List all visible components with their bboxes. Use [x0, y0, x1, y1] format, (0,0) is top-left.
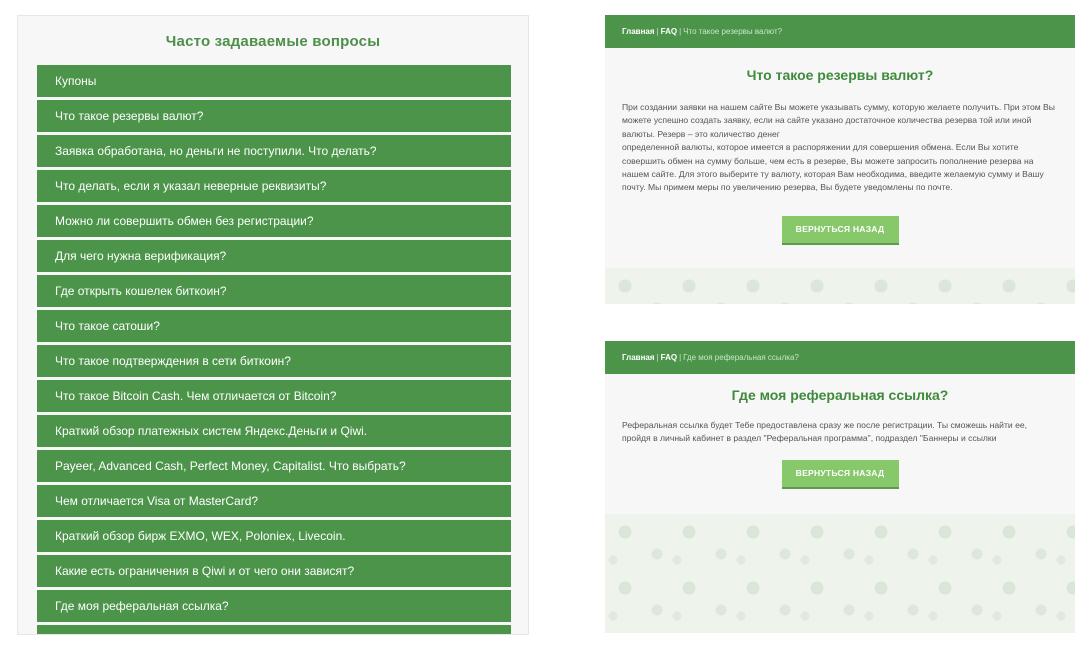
breadcrumb-separator: | [656, 353, 659, 362]
faq-item-visa-mastercard[interactable]: Чем отличается Visa от MasterCard? [37, 485, 511, 517]
faq-item-coupons[interactable]: Купоны [37, 65, 511, 97]
breadcrumb-separator: | [679, 27, 682, 36]
faq-list [37, 65, 511, 635]
answer-text [605, 419, 1075, 446]
breadcrumb-current: Где моя реферальная ссылка? [683, 353, 799, 362]
faq-item-qiwi-limits[interactable]: Какие есть ограничения в Qiwi и от чего они зависят? [37, 555, 511, 587]
faq-item-payment-systems[interactable]: Payeer, Advanced Cash, Perfect Money, Capitalist. Что выбрать? [37, 450, 511, 482]
background-pattern [605, 268, 1075, 304]
faq-item-exchanges-overview[interactable]: Краткий обзор бирж EXMO, WEX, Poloniex, Livecoin. [37, 520, 511, 552]
breadcrumb-home-link[interactable]: Главная [622, 353, 655, 362]
answer-title: Что такое резервы валют? [746, 67, 934, 83]
answer-card-reserves [605, 15, 1075, 304]
breadcrumb-current: Что такое резервы валют? [683, 27, 783, 36]
breadcrumb [605, 15, 1075, 48]
faq-item-partial[interactable] [37, 625, 511, 635]
breadcrumb [605, 341, 1075, 374]
faq-item-verification[interactable]: Для чего нужна верификация? [37, 240, 511, 272]
answer-card-referral [605, 341, 1075, 633]
faq-item-referral-link[interactable]: Где моя реферальная ссылка? [37, 590, 511, 622]
faq-title: Часто задаваемые вопросы [165, 33, 381, 50]
back-button[interactable]: ВЕРНУТЬСЯ НАЗАД [782, 460, 899, 489]
answer-title: Где моя реферальная ссылка? [731, 387, 949, 403]
faq-item-bitcoin-confirmations[interactable]: Что такое подтверждения в сети биткоин? [37, 345, 511, 377]
breadcrumb-faq-link[interactable]: FAQ [660, 353, 678, 362]
breadcrumb-separator: | [679, 353, 682, 362]
faq-item-yandex-qiwi[interactable]: Краткий обзор платежных систем Яндекс.Деньги и Qiwi. [37, 415, 511, 447]
answer-paragraph: определенной валюты, которое имеется в распоряжении для совершения обмена. Если Вы хотите совершить обмен на сумму больше, чем есть в резерве, Вы можете запросить пополнение резерва на нашем сайте. Для этого выберите ту валюту, которая Вам необходима, введите желаемую сумму и Вашу почту. Мы примем меры по увеличению резерва, Вы будете уведомлены по почте. [622, 142, 1044, 193]
answer-text [605, 101, 1075, 195]
breadcrumb-faq-link[interactable]: FAQ [660, 27, 678, 36]
faq-item-bitcoin-wallet[interactable]: Где открыть кошелек биткоин? [37, 275, 511, 307]
faq-item-currency-reserves[interactable]: Что такое резервы валют? [37, 100, 511, 132]
faq-item-satoshi[interactable]: Что такое сатоши? [37, 310, 511, 342]
faq-item-exchange-without-registration[interactable]: Можно ли совершить обмен без регистрации? [37, 205, 511, 237]
answer-paragraph: Реферальная ссылка будет Тебе предоставлена сразу же после регистрации. Ты сможешь найти ее, пройдя в личный кабинет в раздел "Реферальная программа", подраздел "Баннеры и ссылки [622, 420, 1028, 444]
faq-panel [17, 15, 529, 635]
faq-item-money-not-received[interactable]: Заявка обработана, но деньги не поступили. Что делать? [37, 135, 511, 167]
breadcrumb-separator: | [656, 27, 659, 36]
answer-paragraph: При создании заявки на нашем сайте Вы можете указывать сумму, которую желаете получить. При этом Вы можете успешно создать заявку, если на сайте указано достаточное количества резерва той или иной валюты. Резерв – это количество денег [622, 102, 1055, 139]
background-pattern [605, 514, 1075, 633]
breadcrumb-home-link[interactable]: Главная [622, 27, 655, 36]
faq-item-wrong-details[interactable]: Что делать, если я указал неверные реквизиты? [37, 170, 511, 202]
back-button[interactable]: ВЕРНУТЬСЯ НАЗАД [782, 216, 899, 245]
faq-item-bitcoin-cash[interactable]: Что такое Bitcoin Cash. Чем отличается от Bitcoin? [37, 380, 511, 412]
